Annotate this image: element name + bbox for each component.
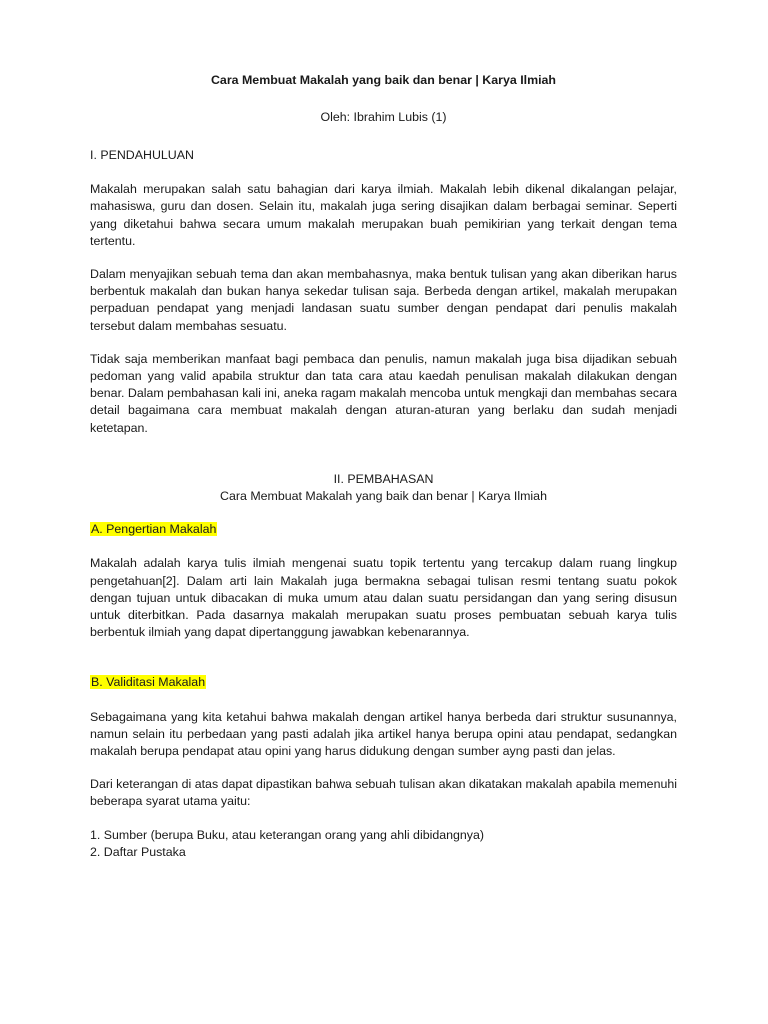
section-heading-pembahasan: II. PEMBAHASAN	[333, 471, 434, 486]
paragraph: Dalam menyajikan sebuah tema dan akan membahasnya, maka bentuk tulisan yang akan diberikan harus berbentuk makalah dan bukan hanya sekedar tulisan saja. Berbeda dengan artikel, makalah merupakan perpaduan pendapat yang menjadi landasan suatu sumber dengan pendapat dari penulis makalah tersebut dalam membahas sesuatu.	[90, 267, 677, 333]
highlighted-text: A. Pengertian Makalah	[91, 522, 217, 537]
section-heading-pendahuluan: I. PENDAHULUAN	[90, 148, 194, 162]
paragraph: Makalah adalah karya tulis ilmiah mengenai suatu topik tertentu yang tercakup dalam ruang lingkup pengetahuan[2]. Dalam arti lain Makalah juga bermakna sebagai tulisan resmi tentang suatu pokok dengan tujuan untuk dibacakan di muka umum atau dalan suatu persidangan dan yang sering disusun untuk diterbitkan. Pada dasarnya makalah merupakan suatu proses pembuatan sebuah karya tulis berbentuk ilmiah yang dapat dipertanggung jawabkan kebenarannya.	[90, 556, 677, 640]
highlighted-text: B. Validitasi Makalah	[91, 675, 206, 690]
document-page	[90, 72, 677, 861]
document-author: Oleh: Ibrahim Lubis (1)	[320, 110, 447, 124]
paragraph: Makalah merupakan salah satu bahagian dari karya ilmiah. Makalah lebih dikenal dikalangan pelajar, mahasiswa, guru dan dosen. Selain itu, makalah juga sering disajikan dalam berbagai seminar. Seperti yang diketahui bahwa secara umum makalah merupakan buah pemikirian yang terkait dengan tema tertentu.	[90, 182, 677, 248]
paragraph: Dari keterangan di atas dapat dipastikan bahwa sebuah tulisan akan dikatakan makalah apabila memenuhi beberapa syarat utama yaitu:	[90, 777, 677, 809]
document-title: Cara Membuat Makalah yang baik dan benar | Karya Ilmiah	[210, 73, 556, 87]
section-subtitle: Cara Membuat Makalah yang baik dan benar | Karya Ilmiah	[220, 489, 547, 504]
paragraph: Sebagaimana yang kita ketahui bahwa makalah dengan artikel hanya berbeda dari struktur susunannya, namun selain itu perbedaan yang pasti adalah jika artikel hanya berupa opini atau pendapat, sedangkan makalah berupa pendapat atau opini yang harus didukung dengan sumber ayng pasti dan jelas.	[90, 709, 677, 759]
subheading-pengertian	[90, 521, 677, 538]
list-item: 2. Daftar Pustaka	[90, 844, 186, 859]
list-item: 1. Sumber (berupa Buku, atau keterangan orang yang ahli dibidangnya)	[90, 827, 485, 842]
requirements-list	[90, 827, 677, 861]
paragraph: Tidak saja memberikan manfaat bagi pembaca dan penulis, namun makalah juga bisa dijadikan sebuah pedoman yang valid apabila struktur dan tata cara atau kaedah penulisan makalah dilakukan dengan benar. Dalam pembahasan kali ini, aneka ragam makalah mencoba untuk mengkaji dan membahas secara detail bagaimana cara membuat makalah dengan aturan-aturan yang berlaku dan sudah menjadi ketetapan.	[90, 351, 677, 435]
subheading-validitasi	[90, 674, 677, 691]
